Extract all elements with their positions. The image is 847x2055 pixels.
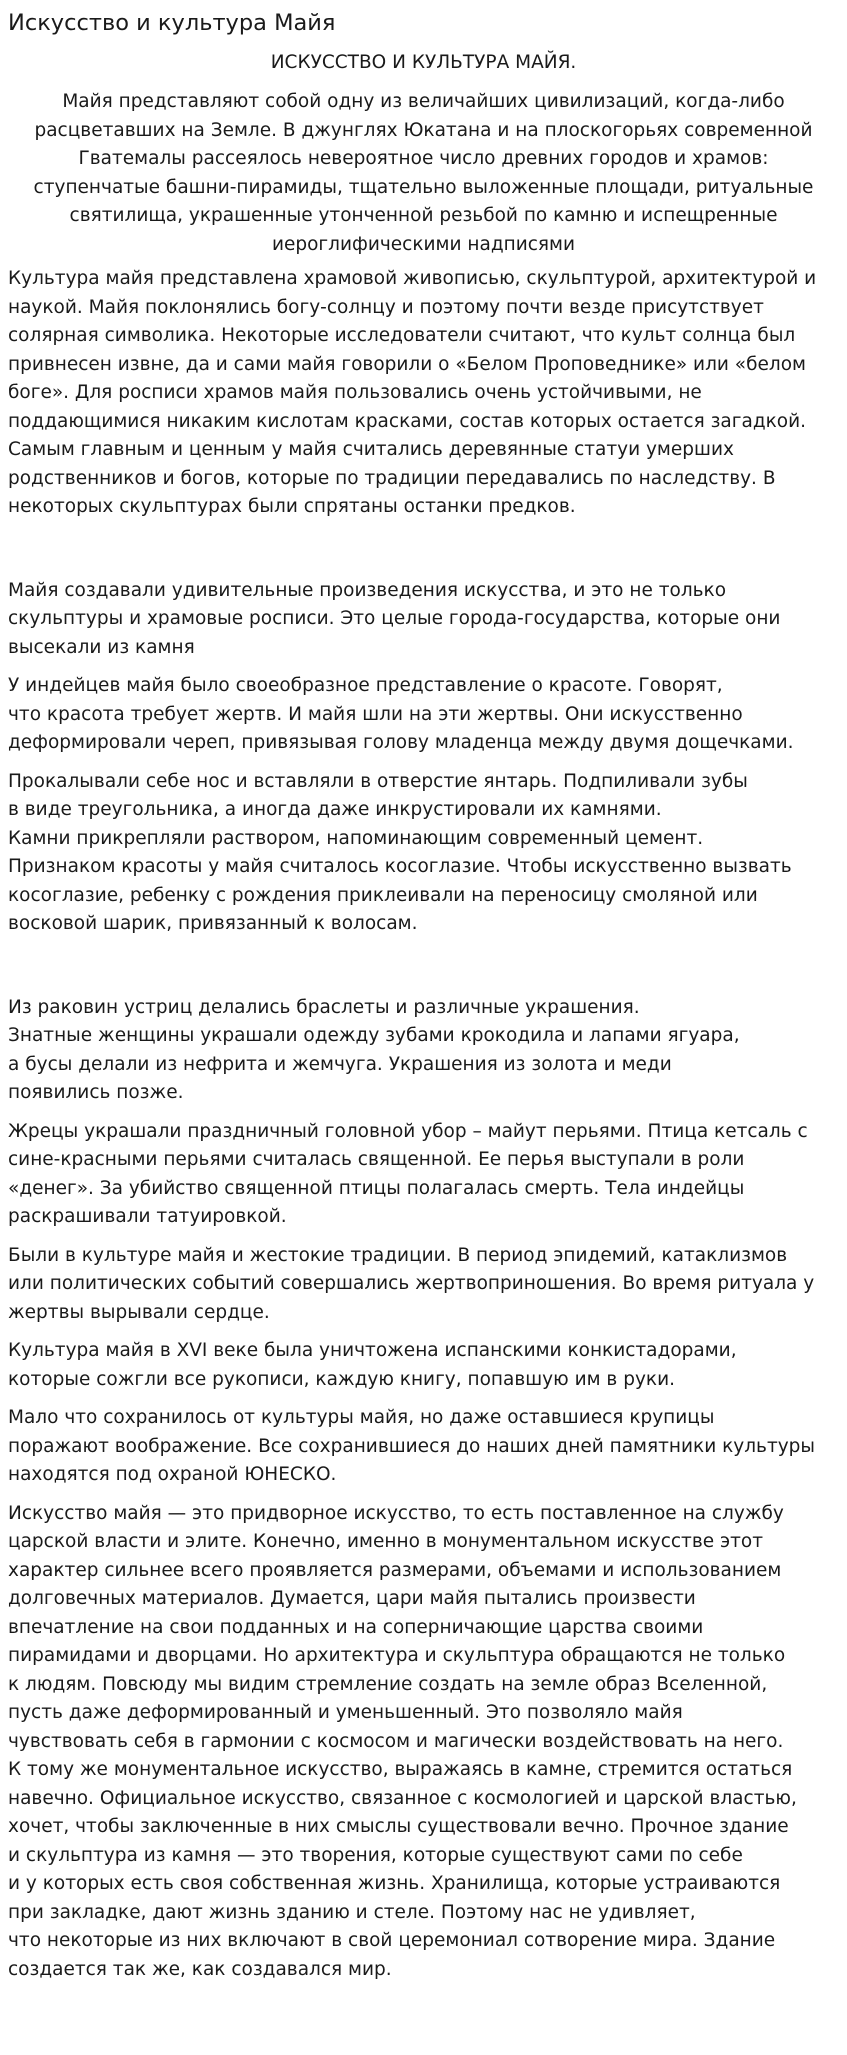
text-line: Знатные женщины украшали одежду зубами крокодила и лапами ягуара,	[8, 1025, 740, 1046]
text-line: которые сожгли все рукописи, каждую книгу, попавшую им в руки.	[8, 1368, 675, 1390]
text-line: Жрецы украшали праздничный головной убор – майут перьями. Птица кетсаль с	[8, 1120, 808, 1142]
intro-paragraph	[8, 88, 839, 259]
text-line: Гватемалы рассеялось невероятное число древних городов и храмов:	[78, 148, 769, 169]
paragraph-conquest	[8, 1337, 839, 1394]
paragraph-works	[8, 577, 839, 663]
text-line: пирамидами и дворцами. Но архитектура и скульптура обращаются не только	[8, 1645, 786, 1666]
text-line: наукой. Майя поклонялись богу-солнцу и поэтому почти везде присутствует	[8, 296, 764, 318]
text-line: царской власти и элите. Конечно, именно в монументальном искусстве этот	[8, 1531, 764, 1552]
text-line: Из раковин устриц делались браслеты и различные украшения.	[8, 996, 640, 1018]
text-line: жертвы вырывали сердце.	[8, 1301, 270, 1323]
text-line: и скульптура из камня — это творения, которые существуют сами по себе	[8, 1844, 743, 1866]
text-line: долговечных материалов. Думается, цари майя пытались произвести	[8, 1588, 696, 1609]
text-line: солярная символика. Некоторые исследователи считают, что культ солнца был	[8, 325, 796, 346]
text-line: У индейцев майя было своеобразное представление о красоте. Говорят,	[8, 675, 723, 696]
text-line: Прокалывали себе нос и вставляли в отверстие янтарь. Подпиливали зубы	[8, 770, 748, 792]
text-line: что некоторые из них включают в свой церемониал сотворение мира. Здание	[8, 1930, 776, 1951]
text-line: скульптуры и храмовые росписи. Это целые города-государства, которые они	[8, 608, 781, 629]
text-line: святилища, украшенные утонченной резьбой по камню и испещренные	[69, 205, 778, 226]
text-line: а бусы делали из нефрита и жемчуга. Украшения из золота и меди	[8, 1053, 672, 1075]
text-line: высекали из камня	[8, 636, 195, 658]
text-line: сине-красными перьями считалась священной. Ее перья выступали в роли	[8, 1149, 745, 1170]
text-line: К тому же монументальное искусство, выражаясь в камне, стремится остаться	[8, 1759, 793, 1780]
text-line: родственников и богов, которые по традиции передавались по наследству. В	[8, 467, 776, 489]
paragraph-body-modification	[8, 768, 839, 939]
text-line: раскрашивали татуировкой.	[8, 1206, 287, 1227]
text-line: или политических событий совершались жертвоприношения. Во время ритуала у	[8, 1273, 815, 1294]
text-line: к людям. Повсюду мы видим стремление создать на земле образ Вселенной,	[8, 1673, 768, 1695]
text-line: Майя представляют собой одну из величайших цивилизаций, когда-либо	[62, 91, 785, 112]
text-line: деформировали череп, привязывая голову младенца между двумя дощечками.	[8, 732, 794, 753]
paragraph-court-art	[8, 1500, 839, 1985]
text-line: поддающимися никаким кислотам красками, состав которых остается загадкой.	[8, 410, 807, 432]
paragraph-traditions	[8, 1242, 839, 1328]
text-line: создается так же, как создавался мир.	[8, 1958, 392, 1980]
paragraph-beauty	[8, 672, 839, 758]
text-line: и у которых есть своя собственная жизнь. Хранилища, которые устраиваются	[8, 1873, 781, 1894]
text-line: Мало что сохранилось от культуры майя, но даже оставшиеся крупицы	[8, 1407, 715, 1428]
text-line: восковой шарик, привязанный к волосам.	[8, 913, 418, 934]
text-line: косоглазие, ребенку с рождения приклеивали на переносицу смоляной или	[8, 884, 758, 906]
text-line: что красота требует жертв. И майя шли на эти жертвы. Они искусственно	[8, 703, 743, 725]
text-line: Самым главным и ценным у майя считались деревянные статуи умерших	[8, 439, 734, 460]
text-line: Майя создавали удивительные произведения искусства, и это не только	[8, 579, 727, 601]
text-line: в виде треугольника, а иногда даже инкрустировали их камнями.	[8, 799, 662, 820]
text-line: иероглифическими надписями	[271, 233, 576, 255]
text-line: некоторых скульптурах были спрятаны останки предков.	[8, 496, 576, 517]
text-line: расцветавших на Земле. В джунглях Юкатана и на плоскогорьях современной	[34, 119, 813, 141]
text-line: появились позже.	[8, 1082, 184, 1103]
text-line: Искусство майя — это придворное искусство, то есть поставленное на службу	[8, 1502, 784, 1524]
text-line: «денег». За убийство священной птицы полагалась смерть. Тела индейцы	[8, 1177, 745, 1199]
text-line: боге». Для росписи храмов майя пользовались очень устойчивыми, не	[8, 382, 702, 403]
text-line: пусть даже деформированный и уменьшенный. Это позволяло майя	[8, 1702, 683, 1723]
text-line: характер сильнее всего проявляется размерами, объемами и использованием	[8, 1559, 782, 1581]
text-line: поражают воображение. Все сохранившиеся до наших дней памятники культуры	[8, 1435, 816, 1457]
paragraph-priests	[8, 1118, 839, 1232]
text-line: при закладке, дают жизнь зданию и стеле. Поэтому нас не удивляет,	[8, 1901, 696, 1923]
paragraph-heritage	[8, 1404, 839, 1490]
text-line: Культура майя в XVI веке была уничтожена испанскими конкистадорами,	[8, 1340, 737, 1361]
text-line: Признаком красоты у майя считалось косоглазие. Чтобы искусственно вызвать	[8, 856, 792, 877]
text-line: Были в культуре майя и жестокие традиции. В период эпидемий, катаклизмов	[8, 1244, 788, 1266]
page-title: Искусство и культура Майя	[8, 10, 336, 36]
paragraph-gap	[8, 949, 839, 994]
text-line: навечно. Официальное искусство, связанное с космологией и царской властью,	[8, 1787, 797, 1809]
text-line: привнесен извне, да и сами майя говорили о «Белом Проповеднике» или «белом	[8, 353, 807, 375]
paragraph-jewelry	[8, 994, 839, 1108]
text-line: хочет, чтобы заключенные в них смыслы существовали вечно. Прочное здание	[8, 1816, 789, 1837]
paragraph-gap	[8, 532, 839, 577]
text-line: чувствовать себя в гармонии с космосом и магически воздействовать на него.	[8, 1730, 784, 1752]
paragraph-culture	[8, 265, 839, 522]
article-heading: ИСКУССТВО И КУЛЬТУРА МАЙЯ.	[270, 52, 577, 73]
text-line: Культура майя представлена храмовой живописью, скульптурой, архитектурой и	[8, 268, 817, 289]
text-line: находятся под охраной ЮНЕСКО.	[8, 1464, 337, 1485]
text-line: впечатление на свои подданных и на соперничающие царства своими	[8, 1616, 704, 1638]
text-line: Камни прикрепляли раствором, напоминающим современный цемент.	[8, 827, 704, 849]
text-line: ступенчатые башни-пирамиды, тщательно выложенные площади, ритуальные	[33, 176, 814, 198]
